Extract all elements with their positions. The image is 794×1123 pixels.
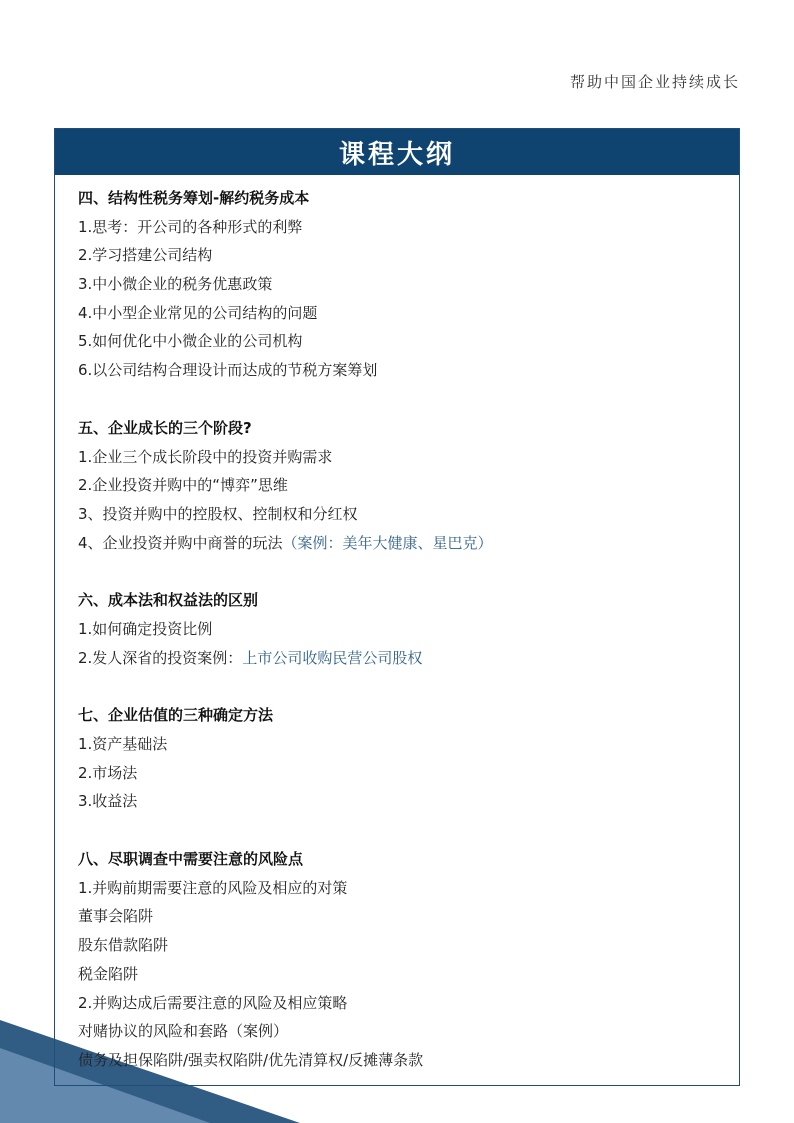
section-heading: 六、成本法和权益法的区别 [78,591,259,610]
section-heading: 八、尽职调查中需要注意的风险点 [78,850,304,869]
list-item: 2.市场法 [78,763,138,782]
section-6 [78,586,739,672]
outline-content [55,175,739,1075]
list-item: 1.资产基础法 [78,735,168,753]
list-item: 3.收益法 [78,792,138,811]
section-heading: 七、企业估值的三种确定方法 [78,706,274,725]
header-tagline: 帮助中国企业持续成长 [569,73,740,91]
list-item: 4.中小型企业常见的公司结构的问题 [78,303,318,322]
list-item [78,644,739,673]
section-7 [78,701,739,816]
outline-frame [54,128,740,1086]
list-item: 3、投资并购中的控股权、控制权和分红权 [78,504,358,523]
section-4 [78,184,739,385]
section-heading: 五、企业成长的三个阶段? [78,418,252,437]
list-item [78,529,739,558]
list-item: 1.企业三个成长阶段中的投资并购需求 [78,447,333,466]
list-item: 2.并购达成后需要注意的风险及相应策略 [78,993,348,1012]
list-item: 债务及担保陷阱/强卖权陷阱/优先清算权/反摊薄条款 [78,1050,424,1069]
list-item-text: 4、企业投资并购中商誉的玩法 [78,533,283,552]
title-banner [55,129,739,175]
list-item: 1.并购前期需要注意的风险及相应的对策 [78,878,348,897]
list-item: 1.思考：开公司的各种形式的利弊 [78,217,303,236]
list-item: 2.企业投资并购中的“博弈”思维 [78,476,288,495]
page-title: 课程大纲 [338,139,455,170]
section-8 [78,845,739,1075]
list-item: 董事会陷阱 [78,907,154,926]
list-item: 税金陷阱 [78,964,139,983]
list-item-text: 2.发人深省的投资案例： [78,648,243,667]
list-item: 股东借款陷阱 [78,936,169,955]
list-item: 3.中小微企业的税务优惠政策 [78,275,273,294]
list-item: 对赌协议的风险和套路（案例） [78,1022,289,1041]
list-item: 6.以公司结构合理设计而达成的节税方案筹划 [78,361,378,380]
case-highlight: （案例：美年大健康、星巴克） [282,533,493,552]
list-item: 1.如何确定投资比例 [78,619,213,638]
list-item: 2.学习搭建公司结构 [78,246,213,265]
case-highlight: 上市公司收购民营公司股权 [242,648,423,667]
list-item: 5.如何优化中小微企业的公司机构 [78,332,303,351]
section-heading: 四、结构性税务筹划-解约税务成本 [78,189,310,207]
section-5 [78,414,739,557]
